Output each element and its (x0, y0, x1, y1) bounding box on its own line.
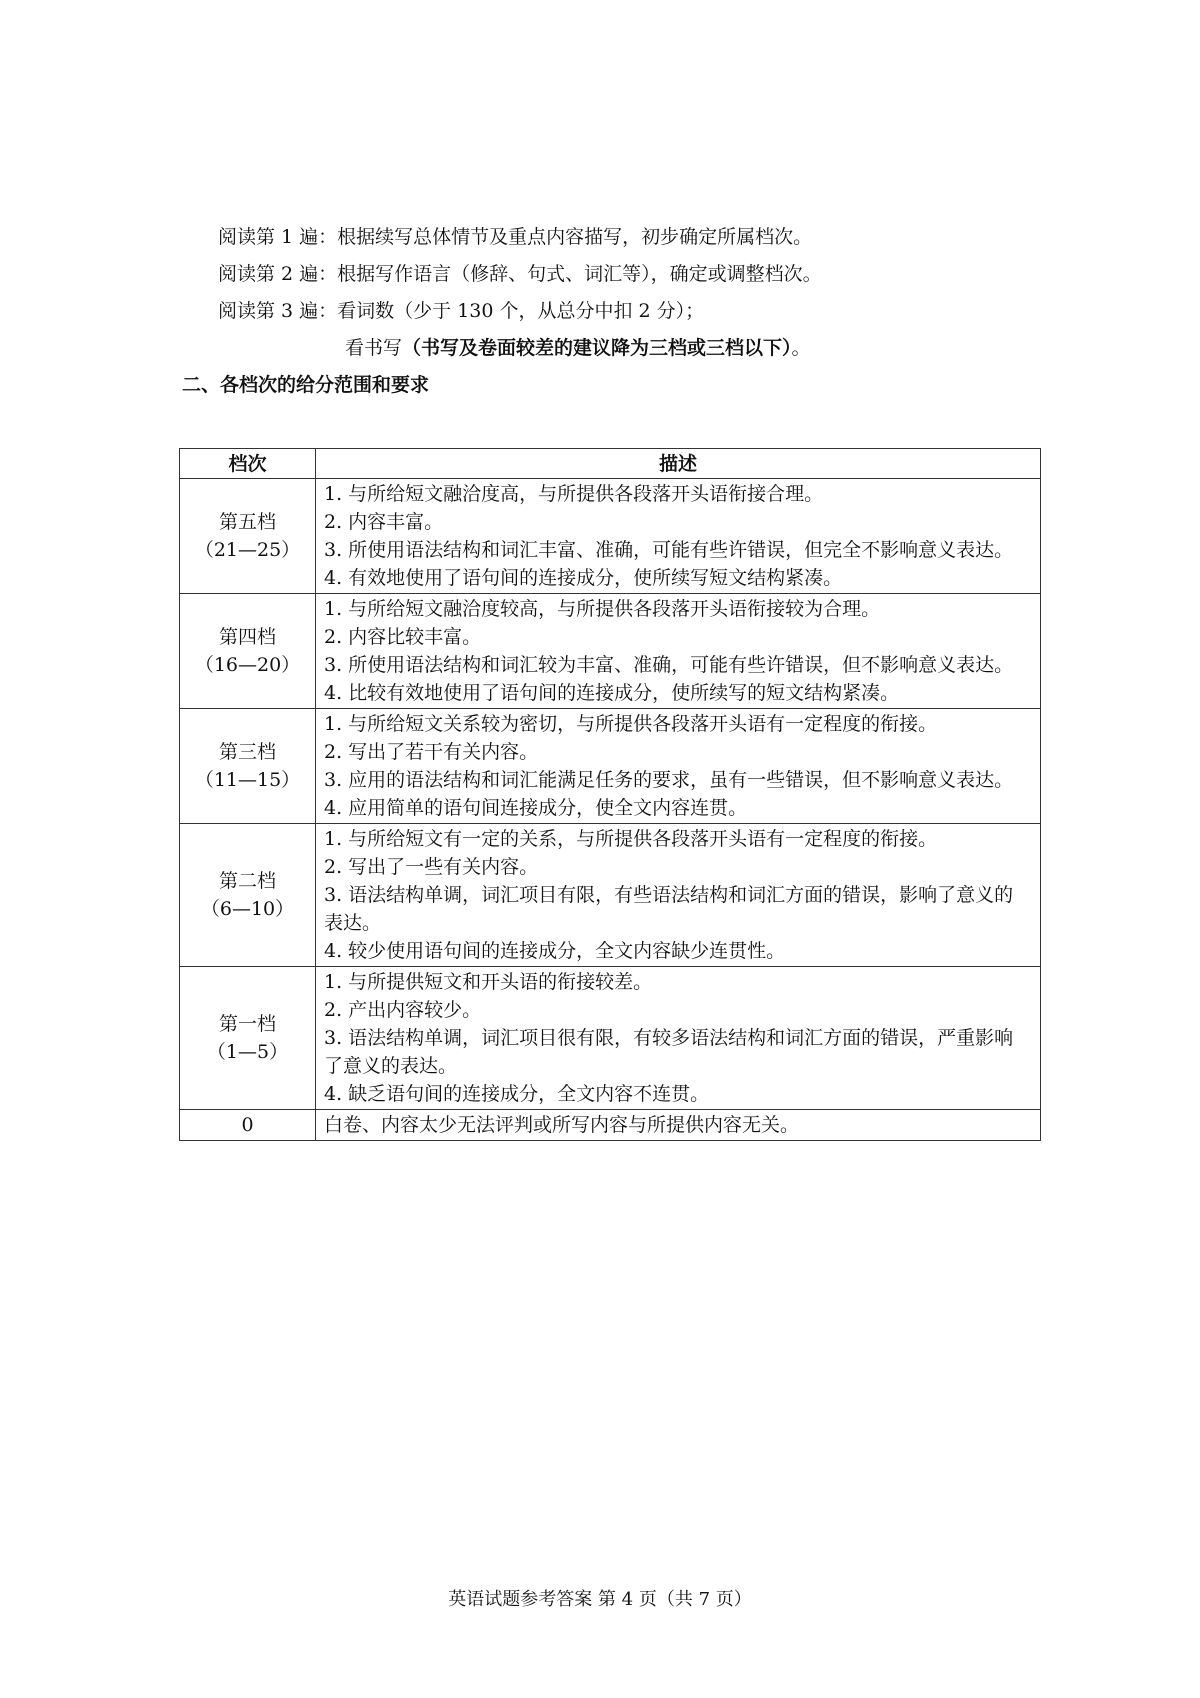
header-level: 档次 (180, 449, 316, 479)
level-cell (180, 824, 316, 967)
table-row (180, 824, 1041, 967)
section-heading: 二、各档次的给分范围和要求 (182, 374, 430, 396)
step-4-emphasis: （书写及卷面较差的建议降为三档或三档以下） (402, 337, 792, 359)
level-cell (180, 479, 316, 594)
criterion: 1. 与所给短文融洽度高，与所提供各段落开头语衔接合理。 (324, 483, 824, 505)
description-cell (316, 479, 1041, 594)
level-name: 第三档 (218, 741, 276, 763)
criterion: 4. 应用简单的语句间连接成分，使全文内容连贯。 (324, 797, 748, 819)
level-cell (180, 594, 316, 709)
description-cell (316, 709, 1041, 824)
level-name: 第一档 (218, 1013, 276, 1035)
procedure-step-4 (345, 336, 811, 360)
procedure-step-2: 阅读第 2 遍：根据写作语言（修辞、句式、词汇等），确定或调整档次。 (218, 263, 822, 285)
criterion: 4. 较少使用语句间的连接成分，全文内容缺少连贯性。 (324, 940, 786, 962)
table-row (180, 709, 1041, 824)
criterion: 3. 所使用语法结构和词汇丰富、准确，可能有些许错误，但完全不影响意义表达。 (324, 539, 1014, 561)
criterion: 3. 所使用语法结构和词汇较为丰富、准确，可能有些许错误，但不影响意义表达。 (324, 654, 1014, 676)
level-range: （21—25） (194, 539, 301, 561)
criterion: 1. 与所给短文关系较为密切，与所提供各段落开头语有一定程度的衔接。 (324, 713, 938, 735)
criterion: 3. 应用的语法结构和词汇能满足任务的要求，虽有一些错误，但不影响意义表达。 (324, 769, 1014, 791)
level-range: （11—15） (194, 769, 301, 791)
criterion: 4. 缺乏语句间的连接成分，全文内容不连贯。 (324, 1083, 710, 1105)
table-body (180, 479, 1041, 1141)
grading-table (179, 448, 1041, 1141)
procedure-step-1: 阅读第 1 遍：根据续写总体情节及重点内容描写，初步确定所属档次。 (218, 226, 813, 248)
criterion: 4. 有效地使用了语句间的连接成分，使所续写短文结构紧凑。 (324, 567, 843, 589)
table-row (180, 594, 1041, 709)
table-row (180, 967, 1041, 1110)
criterion: 2. 写出了一些有关内容。 (324, 856, 539, 878)
description-cell (316, 824, 1041, 967)
page-footer: 英语试题参考答案 第 4 页（共 7 页） (448, 1589, 752, 1610)
criterion: 2. 内容比较丰富。 (324, 626, 482, 648)
criterion: 2. 写出了若干有关内容。 (324, 741, 539, 763)
description-cell (316, 594, 1041, 709)
level-cell (180, 967, 316, 1110)
table-header-row (180, 449, 1041, 479)
criterion: 4. 比较有效地使用了语句间的连接成分，使所续写的短文结构紧凑。 (324, 682, 900, 704)
level-range: （16—20） (194, 654, 301, 676)
level-cell (180, 709, 316, 824)
criterion: 3. 语法结构单调，词汇项目有限，有些语法结构和词汇方面的错误，影响了意义的表达。 (324, 884, 1014, 934)
level-name: 第二档 (218, 870, 276, 892)
level-name: 第四档 (218, 626, 276, 648)
criterion: 1. 与所给短文融洽度较高，与所提供各段落开头语衔接较为合理。 (324, 598, 881, 620)
level-range: （1—5） (206, 1041, 289, 1063)
level-range: （6—10） (200, 898, 295, 920)
step-4-suffix: 。 (791, 337, 811, 359)
table-row (180, 479, 1041, 594)
description-cell (316, 967, 1041, 1110)
level-cell: 0 (180, 1110, 316, 1141)
table-row-zero (180, 1110, 1041, 1141)
level-name: 第五档 (218, 511, 276, 533)
description-cell: 白卷、内容太少无法评判或所写内容与所提供内容无关。 (316, 1110, 1041, 1141)
criterion: 1. 与所给短文有一定的关系，与所提供各段落开头语有一定程度的衔接。 (324, 828, 938, 850)
criterion: 3. 语法结构单调，词汇项目很有限，有较多语法结构和词汇方面的错误，严重影响了意义的表达。 (324, 1027, 1014, 1077)
procedure-step-3: 阅读第 3 遍：看词数（少于 130 个，从总分中扣 2 分）； (218, 300, 705, 322)
criterion: 2. 内容丰富。 (324, 511, 444, 533)
header-description: 描述 (316, 449, 1041, 479)
criterion: 1. 与所提供短文和开头语的衔接较差。 (324, 971, 653, 993)
step-4-prefix: 看书写 (345, 337, 403, 359)
criterion: 2. 产出内容较少。 (324, 999, 482, 1021)
